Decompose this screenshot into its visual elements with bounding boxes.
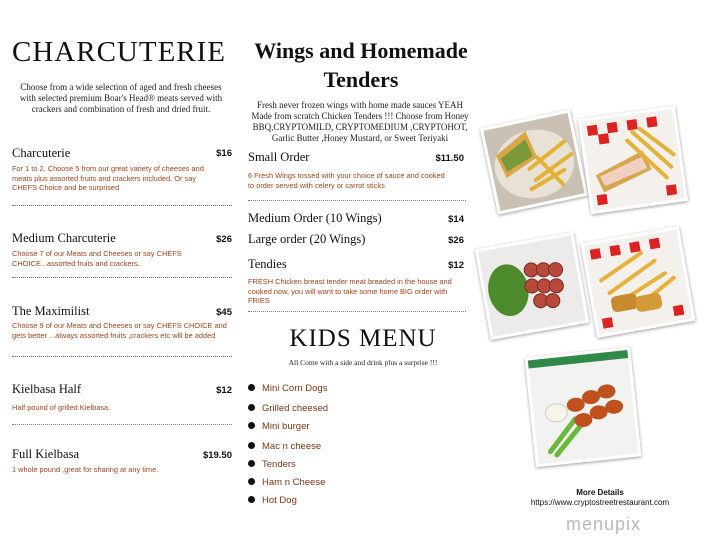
- bullet-icon: [248, 496, 255, 503]
- item-kielbasa-half-price: $12: [216, 385, 232, 396]
- kids-item: [248, 403, 328, 414]
- divider: [248, 200, 466, 201]
- bullet-icon: [248, 384, 255, 391]
- kids-item-label: Mac n cheese: [262, 441, 322, 452]
- photo-sandwich-fries: [480, 109, 588, 214]
- kids-item-label: Tenders: [262, 459, 296, 470]
- item-maximilist-name: The Maximilist: [12, 304, 90, 318]
- photo-kielbasa: [475, 232, 589, 340]
- kids-item: [248, 441, 321, 452]
- charcuterie-title: CHARCUTERIE: [12, 36, 226, 68]
- item-large-order-price: $26: [448, 235, 464, 246]
- item-small-order-price: $11.50: [435, 153, 464, 164]
- bullet-icon: [248, 442, 255, 449]
- divider: [12, 424, 232, 425]
- item-maximilist-price: $45: [216, 307, 232, 318]
- kids-item: [248, 421, 310, 432]
- kids-item-label: Ham n Cheese: [262, 477, 326, 488]
- item-kielbasa-half-desc: Half pound of grilled Kielbasa.: [12, 403, 111, 412]
- item-full-kielbasa-name: Full Kielbasa: [12, 447, 80, 461]
- menupix-watermark: menupix: [566, 514, 642, 534]
- kids-menu-title: KIDS MENU: [289, 325, 437, 352]
- divider: [12, 277, 232, 278]
- bullet-icon: [248, 404, 255, 411]
- item-medium-charcuterie-price: $26: [216, 234, 232, 245]
- item-medium-charcuterie-name: Medium Charcuterie: [12, 231, 116, 245]
- item-tendies-desc: FRESH Chicken breast tender meat breaded in the house and cooked now, you will want to take some home BIG order with FRIES: [248, 277, 452, 306]
- kids-item-label: Hot Dog: [262, 495, 297, 506]
- sandwich-fries-illustration: [480, 109, 588, 214]
- tenders-fries-illustration: [580, 226, 695, 338]
- item-charcuterie-desc: For 1 to 2, Choose 5 from our great variety of cheeses and meats plus assorted fruits and crackers included. Or say CHEFS Choice and be surprised: [12, 164, 204, 193]
- item-tendies-price: $12: [448, 260, 464, 271]
- wings-title: Wings and Homemade Tenders: [254, 38, 468, 92]
- item-full-kielbasa-price: $19.50: [202, 450, 232, 461]
- item-small-order-desc: 6 Fresh Wings tossed with your choice of sauce and cooked to order served with celery or carrot sticks: [248, 171, 445, 190]
- item-medium-order-price: $14: [448, 214, 464, 225]
- bullet-icon: [248, 460, 255, 467]
- kids-item: [248, 383, 327, 394]
- item-large-order-name: Large order (20 Wings): [248, 232, 366, 246]
- photo-wings: [525, 347, 642, 467]
- kids-item-label: Grilled cheesed: [262, 403, 329, 414]
- website-link[interactable]: https://www.cryptostreetrestaurant.com: [530, 498, 670, 507]
- item-small-order-name: Small Order: [248, 150, 310, 164]
- bullet-icon: [248, 478, 255, 485]
- item-charcuterie-price: $16: [216, 148, 232, 159]
- more-details-label: More Details: [576, 488, 624, 497]
- photo-cuban-sandwich: [578, 106, 688, 215]
- wings-illustration: [525, 347, 642, 467]
- item-tendies-name: Tendies: [248, 257, 287, 271]
- item-medium-order-name: Medium Order (10 Wings): [248, 211, 382, 225]
- divider: [12, 356, 232, 357]
- kids-menu-subtitle: All Come with a side and drink plus a surprise !!!: [288, 358, 438, 367]
- item-maximilist-desc: Choose 9 of our Meats and Cheeses or say CHEFS CHOICE and gets better ...always assorted fruits ,crackers etc will be added: [12, 321, 227, 340]
- kids-item-label: Mini Corn Dogs: [262, 383, 328, 394]
- item-full-kielbasa-desc: 1 whole pound ,great for sharing at any time.: [12, 465, 159, 474]
- kids-item: [248, 477, 325, 488]
- kids-item-label: Mini burger: [262, 421, 310, 432]
- item-charcuterie-name: Charcuterie: [12, 146, 71, 160]
- wings-intro: Fresh never frozen wings with home made sauces YEAH Made from scratch Chicken Tenders !!! Choose from Honey BBQ,CRYPTOMILD, CRYPTOMEDIUM ,CRYPTOHOT, Garlic Butter ,Honey Mustard, or Sweet Teriyaki: [251, 100, 469, 143]
- bullet-icon: [248, 422, 255, 429]
- kids-item: [248, 459, 296, 470]
- photo-tenders-fries: [580, 226, 695, 338]
- kids-item: [248, 495, 297, 506]
- item-medium-charcuterie-desc: Choose 7 of our Meats and Cheeses or say CHEFS CHOICE...assorted fruits and crackers.: [12, 249, 182, 268]
- cuban-sandwich-illustration: [578, 106, 688, 215]
- kielbasa-illustration: [475, 232, 589, 340]
- divider: [248, 311, 466, 312]
- charcuterie-intro: Choose from a wide selection of aged and fresh cheeses with selected premium Boar's Head® meats served with crackers and combination of fresh and dried fruit.: [19, 82, 223, 114]
- item-kielbasa-half-name: Kielbasa Half: [12, 382, 82, 396]
- divider: [12, 205, 232, 206]
